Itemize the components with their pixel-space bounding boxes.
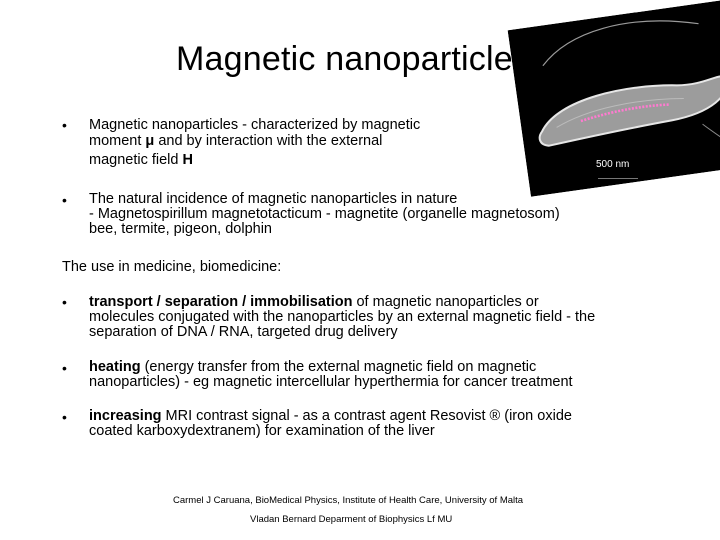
bullet-2-line-3: bee, termite, pigeon, dolphin xyxy=(89,221,272,237)
use-3-line-1 xyxy=(89,408,572,424)
bullet-marker: • xyxy=(62,294,67,310)
use-1-keyword: transport / separation / immobilisation xyxy=(89,294,353,310)
use-1-line-3: separation of DNA / RNA, targeted drug delivery xyxy=(89,324,398,340)
credit-line-2: Vladan Bernard Deparment of Biophysics Lf MU xyxy=(250,514,453,525)
use-2-line-1-rest: (energy transfer from the external magnetic field on magnetic xyxy=(140,359,537,375)
slide-title: Magnetic nanoparticles xyxy=(176,40,531,78)
bullet-1-line-2-text: moment μ and by interaction with the external xyxy=(89,133,383,149)
use-2-line-2: nanoparticles) - eg magnetic intercellular hyperthermia for cancer treatment xyxy=(89,374,573,390)
bullet-2-line-1: The natural incidence of magnetic nanoparticles in nature xyxy=(89,191,458,207)
use-1-line-2: molecules conjugated with the nanoparticles by an external magnetic field - the xyxy=(89,309,596,325)
use-2-line-1 xyxy=(89,359,536,375)
bullet-1-line-2 xyxy=(89,133,382,149)
use-1-line-1-rest: of magnetic nanoparticles or xyxy=(352,294,539,310)
scale-bar-label: 500 nm xyxy=(596,159,630,170)
bullet-marker: • xyxy=(62,409,67,425)
bullet-marker: • xyxy=(62,117,67,133)
bullet-2-line-2: - Magnetospirillum magnetotacticum - magnetite (organelle magnetosom) xyxy=(89,206,560,222)
use-3-line-2: coated karboxydextranem) for examination of the liver xyxy=(89,423,435,439)
scale-bar xyxy=(598,178,638,179)
use-3-keyword: increasing xyxy=(89,408,162,424)
uses-intro: The use in medicine, biomedicine: xyxy=(62,259,282,275)
bullet-marker: • xyxy=(62,192,67,208)
use-3-line-1-rest: MRI contrast signal - as a contrast agent Resovist ® (iron oxide xyxy=(161,408,572,424)
bullet-marker: • xyxy=(62,360,67,376)
bullet-1-line-1: Magnetic nanoparticles - characterized by magnetic xyxy=(89,117,421,133)
use-1-line-1 xyxy=(89,294,539,310)
bullet-1-line-3: magnetic field H xyxy=(89,152,193,168)
credit-line-1: Carmel J Caruana, BioMedical Physics, Institute of Health Care, University of Malta xyxy=(173,495,524,506)
use-2-keyword: heating xyxy=(89,359,141,375)
